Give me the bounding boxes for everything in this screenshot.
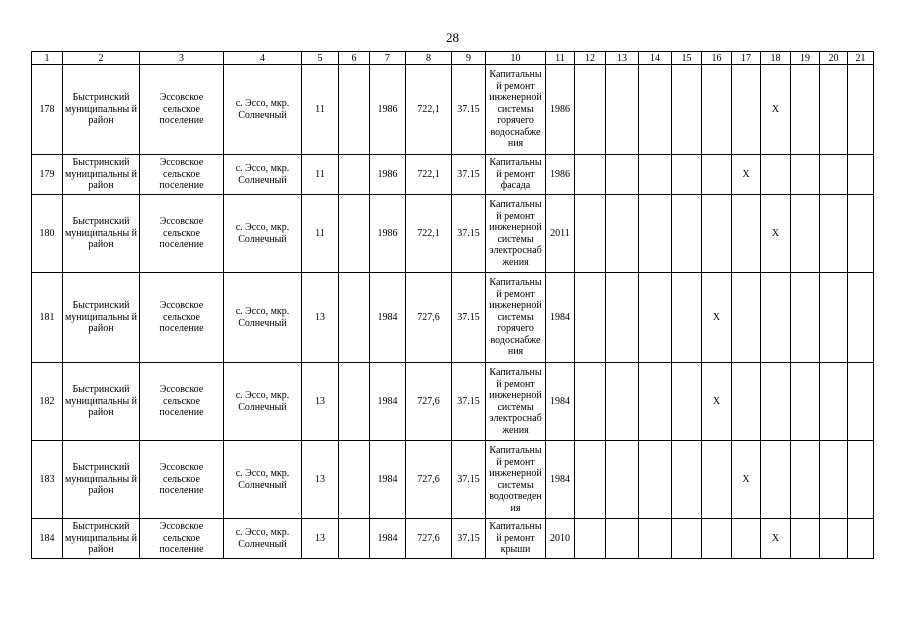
house-number-cell: 11 [302, 65, 339, 155]
cell-col-12 [575, 519, 606, 559]
cell-col-20 [820, 65, 848, 155]
address-cell: с. Эссо, мкр. Солнечный [224, 441, 302, 519]
district-cell: Быстринский муниципальны й район [63, 155, 140, 195]
cell-col-20 [820, 273, 848, 363]
value-cell: 37.15 [452, 273, 486, 363]
cell-col-6 [339, 273, 370, 363]
district-cell: Быстринский муниципальны й район [63, 519, 140, 559]
cell-col-20 [820, 441, 848, 519]
year-cell: 1986 [546, 155, 575, 195]
cell-col-19 [791, 273, 820, 363]
column-number: 18 [761, 52, 791, 65]
settlement-cell: Эссовское сельское поселение [140, 441, 224, 519]
cell-col-13 [606, 363, 639, 441]
cell-col-6 [339, 155, 370, 195]
cell-col-13 [606, 441, 639, 519]
value-cell: 37.15 [452, 195, 486, 273]
cell-col-16 [702, 441, 732, 519]
work-type-cell: Капитальны й ремонт инженерной системы электроснаб жения [486, 195, 546, 273]
cell-col-18: X [761, 195, 791, 273]
cell-col-6 [339, 65, 370, 155]
cell-col-13 [606, 195, 639, 273]
year-cell: 1984 [546, 273, 575, 363]
area-cell: 727,6 [406, 273, 452, 363]
cell-col-15 [672, 519, 702, 559]
column-number: 5 [302, 52, 339, 65]
year-cell: 1984 [370, 441, 406, 519]
cell-col-19 [791, 195, 820, 273]
cell-col-6 [339, 363, 370, 441]
value-cell: 37.15 [452, 519, 486, 559]
column-number-row [32, 52, 874, 65]
work-type-cell: Капитальны й ремонт инженерной системы водоотведен ия [486, 441, 546, 519]
cell-col-17: X [732, 441, 761, 519]
cell-col-20 [820, 363, 848, 441]
cell-col-12 [575, 441, 606, 519]
cell-col-21 [848, 441, 874, 519]
value-cell: 37.15 [452, 155, 486, 195]
cell-col-16 [702, 155, 732, 195]
cell-col-17: X [732, 155, 761, 195]
cell-col-6 [339, 195, 370, 273]
column-number: 2 [63, 52, 140, 65]
cell-col-13 [606, 273, 639, 363]
year-cell: 1986 [370, 195, 406, 273]
area-cell: 727,6 [406, 363, 452, 441]
address-cell: с. Эссо, мкр. Солнечный [224, 273, 302, 363]
cell-col-15 [672, 273, 702, 363]
year-cell: 1984 [546, 363, 575, 441]
address-cell: с. Эссо, мкр. Солнечный [224, 65, 302, 155]
cell-col-6 [339, 441, 370, 519]
cell-col-20 [820, 155, 848, 195]
column-number: 7 [370, 52, 406, 65]
cell-col-19 [791, 441, 820, 519]
house-number-cell: 13 [302, 273, 339, 363]
row-number: 181 [32, 273, 63, 363]
column-number: 6 [339, 52, 370, 65]
cell-col-18 [761, 155, 791, 195]
cell-col-18: X [761, 65, 791, 155]
cell-col-17 [732, 65, 761, 155]
table-row [32, 441, 874, 519]
column-number: 12 [575, 52, 606, 65]
area-cell: 722,1 [406, 155, 452, 195]
column-number: 8 [406, 52, 452, 65]
cell-col-6 [339, 519, 370, 559]
cell-col-14 [639, 155, 672, 195]
cell-col-15 [672, 363, 702, 441]
work-type-cell: Капитальны й ремонт инженерной системы горячего водоснабже ния [486, 273, 546, 363]
district-cell: Быстринский муниципальны й район [63, 273, 140, 363]
column-number: 16 [702, 52, 732, 65]
cell-col-18 [761, 273, 791, 363]
table-row [32, 363, 874, 441]
address-cell: с. Эссо, мкр. Солнечный [224, 519, 302, 559]
table-row [32, 195, 874, 273]
area-cell: 722,1 [406, 65, 452, 155]
column-number: 15 [672, 52, 702, 65]
table-row [32, 65, 874, 155]
settlement-cell: Эссовское сельское поселение [140, 363, 224, 441]
house-number-cell: 13 [302, 441, 339, 519]
settlement-cell: Эссовское сельское поселение [140, 195, 224, 273]
settlement-cell: Эссовское сельское поселение [140, 519, 224, 559]
cell-col-21 [848, 519, 874, 559]
year-cell: 1984 [370, 273, 406, 363]
district-cell: Быстринский муниципальны й район [63, 195, 140, 273]
table-row [32, 273, 874, 363]
column-number: 9 [452, 52, 486, 65]
year-cell: 2010 [546, 519, 575, 559]
column-number: 13 [606, 52, 639, 65]
cell-col-21 [848, 65, 874, 155]
cell-col-13 [606, 65, 639, 155]
cell-col-18 [761, 441, 791, 519]
house-number-cell: 11 [302, 195, 339, 273]
cell-col-12 [575, 363, 606, 441]
cell-col-14 [639, 363, 672, 441]
cell-col-15 [672, 441, 702, 519]
table-row [32, 519, 874, 559]
cell-col-13 [606, 519, 639, 559]
cell-col-14 [639, 441, 672, 519]
cell-col-17 [732, 519, 761, 559]
value-cell: 37.15 [452, 363, 486, 441]
cell-col-14 [639, 65, 672, 155]
value-cell: 37.15 [452, 441, 486, 519]
year-cell: 1984 [546, 441, 575, 519]
row-number: 184 [32, 519, 63, 559]
cell-col-19 [791, 363, 820, 441]
address-cell: с. Эссо, мкр. Солнечный [224, 195, 302, 273]
cell-col-18: X [761, 519, 791, 559]
cell-col-19 [791, 65, 820, 155]
column-number: 3 [140, 52, 224, 65]
cell-col-12 [575, 195, 606, 273]
cell-col-13 [606, 155, 639, 195]
column-number: 17 [732, 52, 761, 65]
year-cell: 2011 [546, 195, 575, 273]
address-cell: с. Эссо, мкр. Солнечный [224, 363, 302, 441]
year-cell: 1986 [370, 65, 406, 155]
year-cell: 1984 [370, 519, 406, 559]
column-number: 19 [791, 52, 820, 65]
address-cell: с. Эссо, мкр. Солнечный [224, 155, 302, 195]
row-number: 180 [32, 195, 63, 273]
settlement-cell: Эссовское сельское поселение [140, 155, 224, 195]
column-number: 14 [639, 52, 672, 65]
district-cell: Быстринский муниципальны й район [63, 65, 140, 155]
column-number: 1 [32, 52, 63, 65]
district-cell: Быстринский муниципальны й район [63, 441, 140, 519]
column-number: 11 [546, 52, 575, 65]
cell-col-19 [791, 519, 820, 559]
cell-col-21 [848, 273, 874, 363]
cell-col-12 [575, 65, 606, 155]
district-cell: Быстринский муниципальны й район [63, 363, 140, 441]
column-number: 20 [820, 52, 848, 65]
data-table [31, 51, 874, 559]
area-cell: 727,6 [406, 519, 452, 559]
cell-col-16 [702, 195, 732, 273]
cell-col-14 [639, 273, 672, 363]
house-number-cell: 11 [302, 155, 339, 195]
work-type-cell: Капитальны й ремонт фасада [486, 155, 546, 195]
house-number-cell: 13 [302, 363, 339, 441]
work-type-cell: Капитальны й ремонт инженерной системы электроснаб жения [486, 363, 546, 441]
cell-col-20 [820, 519, 848, 559]
year-cell: 1984 [370, 363, 406, 441]
row-number: 179 [32, 155, 63, 195]
cell-col-15 [672, 195, 702, 273]
cell-col-14 [639, 195, 672, 273]
cell-col-18 [761, 363, 791, 441]
cell-col-16: X [702, 273, 732, 363]
cell-col-12 [575, 273, 606, 363]
house-number-cell: 13 [302, 519, 339, 559]
table-row [32, 155, 874, 195]
year-cell: 1986 [370, 155, 406, 195]
cell-col-15 [672, 155, 702, 195]
cell-col-15 [672, 65, 702, 155]
cell-col-17 [732, 363, 761, 441]
cell-col-21 [848, 155, 874, 195]
cell-col-17 [732, 195, 761, 273]
cell-col-14 [639, 519, 672, 559]
column-number: 4 [224, 52, 302, 65]
row-number: 183 [32, 441, 63, 519]
page-number: 28 [446, 30, 459, 45]
work-type-cell: Капитальны й ремонт крыши [486, 519, 546, 559]
cell-col-16: X [702, 363, 732, 441]
cell-col-21 [848, 363, 874, 441]
cell-col-20 [820, 195, 848, 273]
row-number: 182 [32, 363, 63, 441]
year-cell: 1986 [546, 65, 575, 155]
column-number: 21 [848, 52, 874, 65]
cell-col-12 [575, 155, 606, 195]
work-type-cell: Капитальны й ремонт инженерной системы горячего водоснабже ния [486, 65, 546, 155]
cell-col-16 [702, 65, 732, 155]
cell-col-16 [702, 519, 732, 559]
value-cell: 37.15 [452, 65, 486, 155]
area-cell: 722,1 [406, 195, 452, 273]
cell-col-19 [791, 155, 820, 195]
area-cell: 727,6 [406, 441, 452, 519]
row-number: 178 [32, 65, 63, 155]
cell-col-17 [732, 273, 761, 363]
settlement-cell: Эссовское сельское поселение [140, 65, 224, 155]
cell-col-21 [848, 195, 874, 273]
column-number: 10 [486, 52, 546, 65]
settlement-cell: Эссовское сельское поселение [140, 273, 224, 363]
